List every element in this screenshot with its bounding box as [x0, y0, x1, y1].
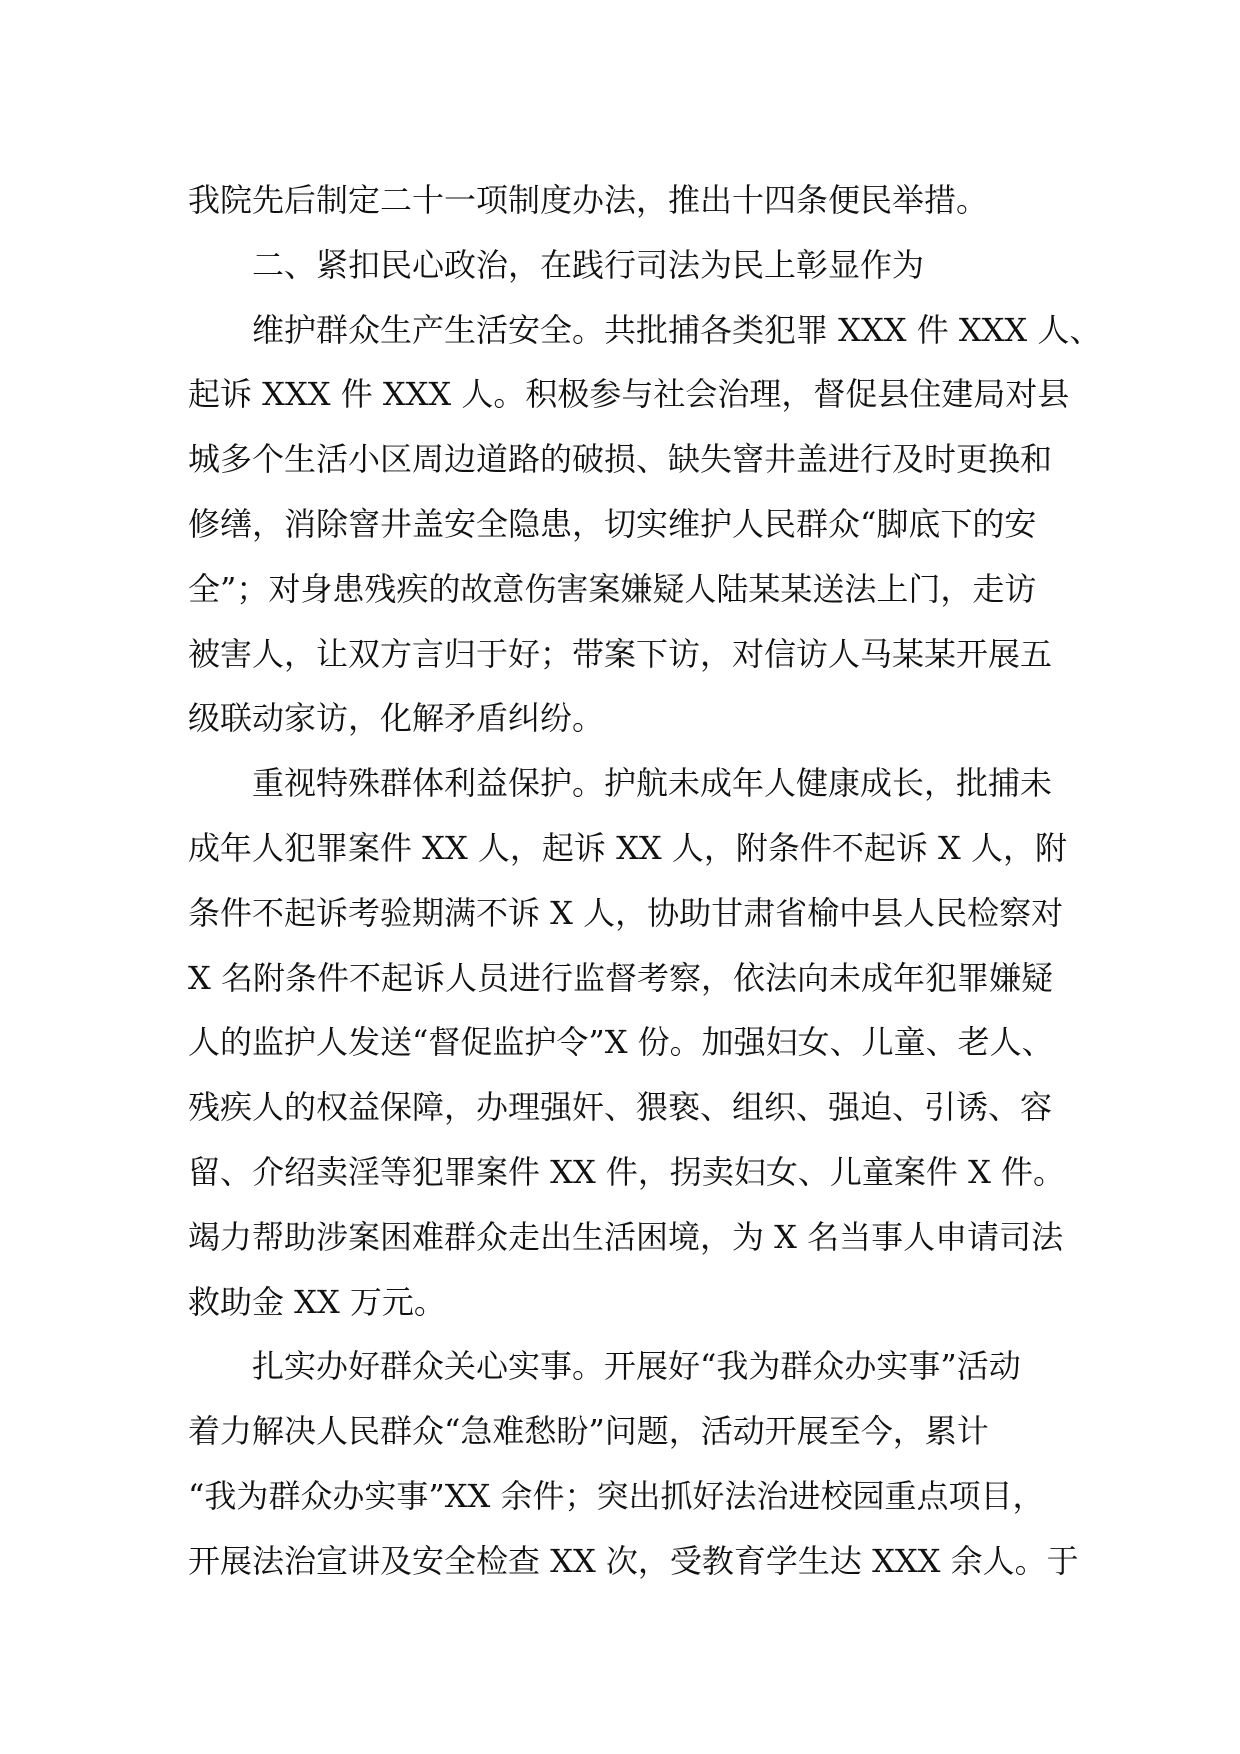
paragraph-line: 起诉 XXX 件 XXX 人。积极参与社会治理，督促县住建局对县 — [188, 375, 1070, 414]
paragraph-line: 成年人犯罪案件 XX 人，起诉 XX 人，附条件不起诉 X 人，附 — [188, 828, 1067, 867]
paragraph-line: “我为群众办实事”XX 余件；突出抓好法治进校园重点项目， — [188, 1476, 1045, 1515]
paragraph-line: 级联动家访，化解矛盾纠纷。 — [188, 699, 605, 738]
document-body — [188, 168, 1102, 1594]
paragraph-line: 修缮，消除窨井盖安全隐患，切实维护人民群众“脚底下的安 — [188, 504, 1037, 543]
paragraph-line: 被害人，让双方言归于好；带案下访，对信访人马某某开展五 — [188, 634, 1053, 673]
paragraph-line: X 名附条件不起诉人员进行监督考察，依法向未成年犯罪嫌疑 — [188, 958, 1053, 997]
paragraph-line: 残疾人的权益保障，办理强奸、猥亵、组织、强迫、引诱、容 — [188, 1088, 1053, 1127]
paragraph-line: 人的监护人发送“督促监护令”X 份。加强妇女、儿童、老人、 — [188, 1023, 1054, 1062]
paragraph-line: 城多个生活小区周边道路的破损、缺失窨井盖进行及时更换和 — [188, 440, 1053, 479]
paragraph-line: 重视特殊群体利益保护。护航未成年人健康成长，批捕未 — [252, 764, 1053, 803]
paragraph-line: 着力解决人民群众“急难愁盼”问题，活动开展至今，累计 — [188, 1412, 989, 1451]
section-heading: 二、紧扣民心政治，在践行司法为民上彰显作为 — [252, 245, 925, 284]
paragraph-line: 救助金 XX 万元。 — [188, 1282, 446, 1321]
paragraph-line: 维护群众生产生活安全。共批捕各类犯罪 XXX 件 XXX 人、 — [252, 310, 1102, 349]
paragraph-line: 扎实办好群众关心实事。开展好“我为群众办实事”活动 — [252, 1347, 1021, 1386]
paragraph-line: 竭力帮助涉案困难群众走出生活困境，为 X 名当事人申请司法 — [188, 1217, 1064, 1256]
paragraph-line: 我院先后制定二十一项制度办法，推出十四条便民举措。 — [188, 181, 989, 219]
paragraph-line: 留、介绍卖淫等犯罪案件 XX 件，拐卖妇女、儿童案件 X 件。 — [188, 1152, 1066, 1191]
paragraph-line: 条件不起诉考验期满不诉 X 人，协助甘肃省榆中县人民检察对 — [188, 893, 1064, 932]
paragraph-line: 全”；对身患残疾的故意伤害案嫌疑人陆某某送法上门，走访 — [188, 569, 1037, 608]
paragraph-line: 开展法治宣讲及安全检查 XX 次，受教育学生达 XXX 余人。于 — [188, 1541, 1079, 1580]
